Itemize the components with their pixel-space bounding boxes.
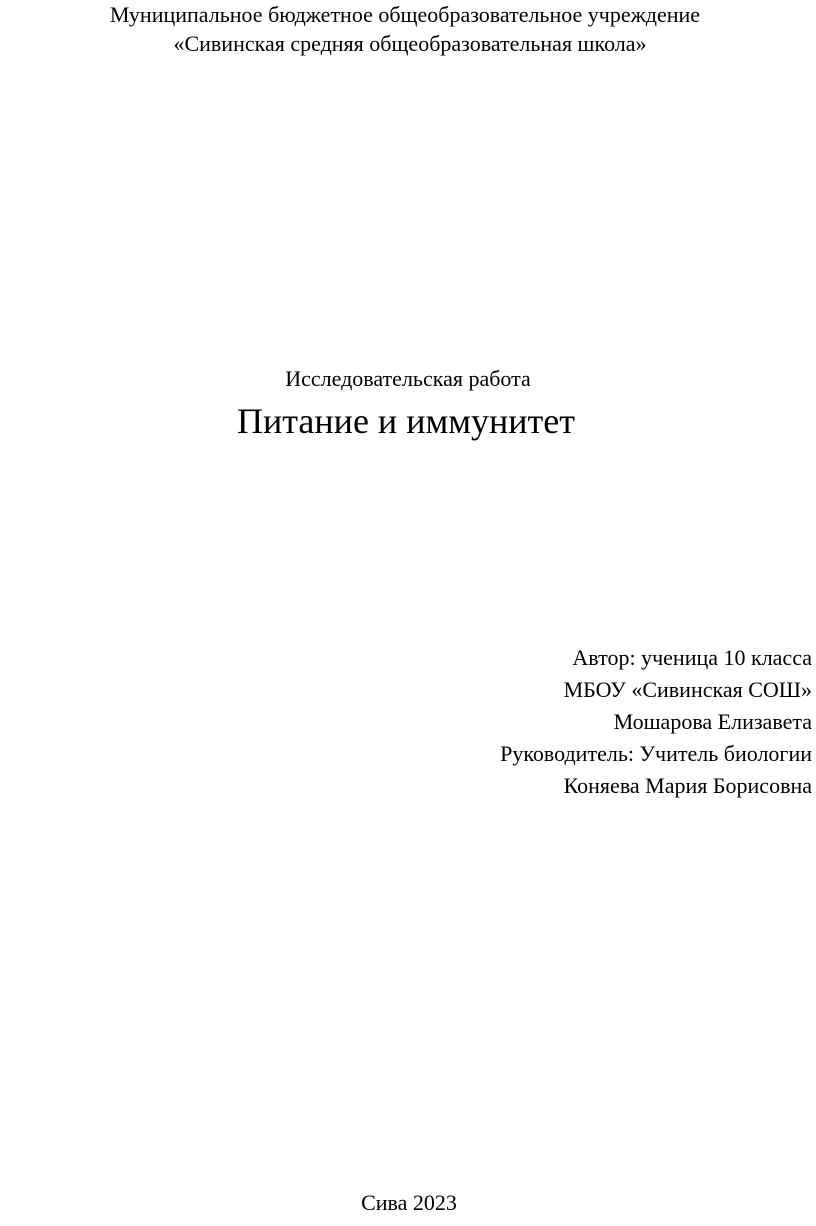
institution-name-line-1: Муниципальное бюджетное общеобразовательное учреждение: [109, 2, 701, 27]
author-name-line: Мошарова Елизавета: [613, 709, 812, 734]
work-title: Питание и иммунитет: [237, 401, 575, 441]
author-school-line: МБОУ «Сивинская СОШ»: [563, 677, 812, 702]
institution-name-line-2: «Сивинская средняя общеобразовательная школа»: [173, 31, 647, 56]
work-type: Исследовательская работа: [285, 366, 531, 391]
supervisor-name-line: Коняева Мария Борисовна: [563, 773, 812, 798]
author-line: Автор: ученица 10 класса: [572, 645, 812, 670]
place-year: Сива 2023: [361, 1190, 457, 1215]
supervisor-line: Руководитель: Учитель биологии: [500, 741, 812, 766]
